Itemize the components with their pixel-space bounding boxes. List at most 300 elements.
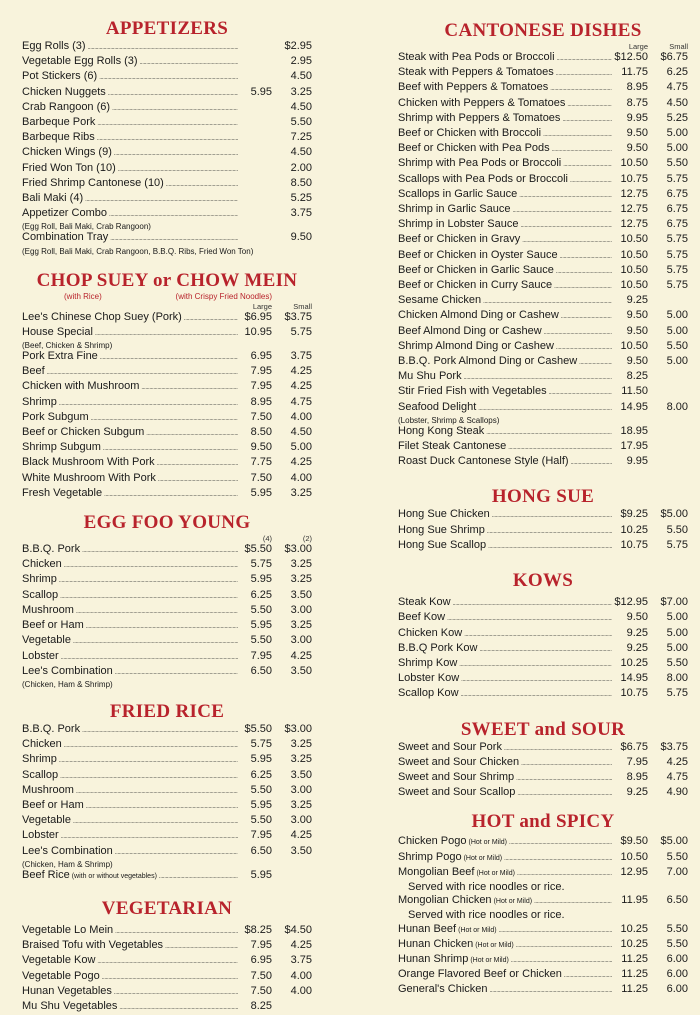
menu-item-name: Beef or Ham: [22, 798, 84, 811]
dot-leader: [571, 455, 612, 470]
col-large: Large: [252, 301, 272, 311]
price-small: 5.75: [666, 248, 688, 261]
price-large: 9.95: [626, 111, 648, 124]
dot-leader: [464, 370, 612, 385]
menu-item-name: Roast Duck Cantonese Style (Half): [398, 455, 569, 468]
price-small: 6.75: [666, 203, 688, 216]
menu-item-name: Shrimp in Garlic Sauce: [398, 203, 511, 216]
dot-leader: [560, 249, 612, 264]
price-large: 8.95: [626, 81, 648, 94]
price-small: 5.00: [290, 441, 312, 454]
price-large: $6.75: [620, 740, 648, 753]
price-small: 8.00: [666, 400, 688, 413]
price-large: 9.50: [626, 309, 648, 322]
price-large: 12.75: [620, 218, 648, 231]
menu-item-name: Hong Sue Scallop: [398, 538, 487, 551]
menu-item: [22, 650, 312, 665]
menu-item: [398, 672, 688, 687]
item-description: (Egg Roll, Bali Maki, Crab Rangoon, B.B.Q. Ribs, Fried Won Ton): [22, 246, 254, 256]
menu-item: [398, 370, 688, 385]
menu-item: [22, 116, 312, 131]
dot-leader: [60, 589, 238, 604]
dot-leader: [119, 1000, 238, 1015]
col-four: (4): [262, 534, 272, 544]
price-small: 6.25: [666, 66, 688, 79]
price-large: 5.75: [250, 738, 272, 751]
menu-item: [22, 970, 312, 985]
menu-item: [22, 589, 312, 604]
price-small: $5.00: [660, 508, 688, 521]
dot-leader: [519, 188, 612, 203]
menu-item: [398, 203, 688, 218]
menu-item-note: (Hot or Mild): [470, 956, 509, 964]
vegetarian-list: [22, 924, 312, 1015]
menu-item-name: House Special: [22, 325, 93, 338]
menu-item: [398, 657, 688, 672]
dot-leader: [82, 723, 238, 738]
price-small: 5.00: [666, 309, 688, 322]
section-title: SWEET and SOUR: [460, 718, 626, 740]
price-large: 12.95: [620, 865, 648, 878]
dot-leader: [115, 845, 238, 860]
menu-item: [22, 665, 312, 680]
menu-item: [22, 426, 312, 441]
menu-item: [398, 233, 688, 248]
price-large: 5.50: [250, 603, 272, 616]
price-small: 5.50: [666, 937, 688, 950]
dot-leader: [166, 177, 238, 192]
price-small: 6.50: [666, 894, 688, 907]
sweet-sour-list: [398, 741, 688, 802]
item-description: (Chicken, Ham & Shrimp): [22, 859, 113, 869]
menu-item: [22, 543, 312, 558]
price-small: 5.00: [666, 641, 688, 654]
price-small: 4.25: [290, 649, 312, 662]
dot-leader: [447, 611, 612, 626]
menu-item-name: Sweet and Sour Shrimp: [398, 770, 515, 783]
price-large: 8.25: [250, 999, 272, 1012]
price-small: 5.50: [666, 157, 688, 170]
menu-item-name: Beef or Chicken in Garlic Sauce: [398, 263, 554, 276]
dot-leader: [487, 524, 612, 539]
menu-item: [22, 131, 312, 146]
menu-item-name: Beef: [22, 365, 45, 378]
menu-item: [22, 845, 312, 860]
dot-leader: [112, 101, 238, 116]
menu-item-name: Shrimp with Pea Pods or Broccoli: [398, 157, 562, 170]
menu-item: [398, 866, 688, 881]
dot-leader: [88, 40, 238, 55]
price-large: 5.95: [250, 573, 272, 586]
menu-item-name: Chicken with Mushroom: [22, 380, 140, 393]
price-small: 4.75: [666, 81, 688, 94]
menu-item: [22, 146, 312, 161]
menu-item: [22, 192, 312, 207]
menu-item: [398, 455, 688, 470]
price-large: 17.95: [620, 440, 648, 453]
price-small: 4.25: [290, 829, 312, 842]
menu-item-name: Chicken: [22, 558, 62, 571]
menu-item: [398, 66, 688, 81]
menu-item: [398, 127, 688, 142]
menu-item-name: Mushroom: [22, 603, 74, 616]
menu-item-name: B.B.Q. Pork: [22, 543, 81, 556]
price-small: 3.75: [290, 954, 312, 967]
egg-foo-young-list: [22, 543, 312, 689]
section-title: FRIED RICE: [109, 700, 225, 722]
dot-leader: [557, 51, 612, 66]
dot-leader: [543, 127, 612, 142]
price-small: 5.75: [666, 172, 688, 185]
menu-item-name: Black Mushroom With Pork: [22, 456, 155, 469]
menu-item-name: Steak with Peppers & Tomatoes: [398, 66, 554, 79]
price-small: 6.75: [666, 218, 688, 231]
price-small: 4.75: [290, 395, 312, 408]
menu-item: [398, 309, 688, 324]
price-small: 6.75: [666, 187, 688, 200]
price-large: 10.25: [620, 922, 648, 935]
dot-leader: [561, 309, 612, 324]
dot-leader: [97, 954, 238, 969]
dot-leader: [453, 596, 612, 611]
menu-item: [398, 188, 688, 203]
menu-item: [22, 738, 312, 753]
price-large: 10.25: [620, 523, 648, 536]
menu-item: [22, 487, 312, 502]
menu-item-name: Shrimp Pogo: [398, 850, 462, 863]
price-small: 4.50: [290, 70, 312, 83]
price-large: 8.75: [626, 96, 648, 109]
dot-leader: [567, 97, 612, 112]
menu-item-name: Lobster: [22, 829, 59, 842]
dot-leader: [516, 938, 612, 953]
menu-item-note: (Hot or Mild): [476, 869, 515, 877]
section-title: VEGETARIAN: [101, 897, 233, 919]
section-title: HOT and SPICY: [471, 811, 615, 833]
dot-leader: [73, 814, 238, 829]
price-small: 5.50: [666, 922, 688, 935]
menu-item: [22, 162, 312, 177]
menu-item: [22, 40, 312, 55]
menu-item: [398, 142, 688, 157]
column-headers: [398, 42, 688, 51]
dot-leader: [490, 983, 612, 998]
dot-leader: [61, 650, 238, 665]
price-small: 4.25: [290, 939, 312, 952]
price-small: 4.00: [290, 410, 312, 423]
dot-leader: [61, 829, 238, 844]
menu-item-name: Scallop: [22, 768, 59, 781]
menu-item: [398, 894, 688, 909]
dot-leader: [509, 835, 612, 850]
dot-leader: [461, 687, 612, 702]
price-large: 8.95: [250, 395, 272, 408]
menu-item: [22, 1000, 312, 1015]
menu-item-name: Hong Sue Shrimp: [398, 523, 485, 536]
menu-item-note: (Hot or Mild): [463, 854, 503, 862]
menu-item-name: Sweet and Sour Scallop: [398, 786, 516, 799]
price-large: 6.95: [250, 954, 272, 967]
section-title: HONG SUE: [491, 486, 595, 508]
menu-item-name: Beef Kow: [398, 611, 446, 624]
menu-item-name: Seafood Delight: [398, 400, 477, 413]
menu-item: [398, 687, 688, 702]
hong-sue-list: [398, 508, 688, 554]
price-small: 5.75: [666, 279, 688, 292]
price-large: 11.25: [621, 983, 648, 996]
price-large: 7.95: [250, 829, 272, 842]
dot-leader: [570, 173, 612, 188]
menu-item-name: Fried Won Ton (10): [22, 161, 116, 174]
menu-item: [398, 440, 688, 455]
menu-item-note: (Hot or Mild): [468, 839, 508, 847]
section-title: APPETIZERS: [105, 18, 229, 39]
menu-item-name: Chicken Pogo: [398, 835, 467, 848]
price-small: 3.00: [290, 814, 312, 827]
menu-item: [22, 924, 312, 939]
menu-item-name: Lee's Chinese Chop Suey (Pork): [22, 310, 182, 323]
dot-leader: [549, 385, 612, 400]
dot-leader: [86, 619, 238, 634]
dot-leader: [504, 851, 612, 866]
left-column: [22, 0, 312, 1015]
menu-item: [398, 835, 688, 850]
menu-item-note: (Hot or Mild): [475, 941, 514, 949]
menu-item: [22, 939, 312, 954]
menu-item-name: Fried Shrimp Cantonese (10): [22, 176, 164, 189]
price-large: $6.95: [244, 310, 272, 323]
price-small: 3.00: [290, 634, 312, 647]
menu-item-name: Scallop: [22, 588, 59, 601]
price-small: 5.75: [666, 538, 688, 551]
price-small: 5.75: [666, 263, 688, 276]
section-title: KOWS: [512, 570, 574, 592]
dot-leader: [103, 441, 238, 456]
price-large: 10.50: [620, 263, 648, 276]
price-large: $8.25: [244, 923, 272, 936]
price-small: 3.25: [290, 753, 312, 766]
dot-leader: [556, 340, 612, 355]
dot-leader: [108, 86, 238, 101]
price-small: 3.25: [290, 558, 312, 571]
price-small: $3.00: [284, 543, 312, 556]
menu-item: [398, 756, 688, 771]
menu-item-name: Vegetable Egg Rolls (3): [22, 55, 138, 68]
dot-leader: [86, 799, 238, 814]
section-subtitle: [22, 292, 312, 302]
price-small: 5.75: [666, 687, 688, 700]
dot-leader: [159, 869, 238, 884]
menu-item-name: Mongolian Chicken: [398, 894, 492, 907]
price-large: 9.50: [626, 355, 648, 368]
price-large: 10.25: [620, 937, 648, 950]
menu-item: [398, 938, 688, 953]
menu-item: [398, 385, 688, 400]
dot-leader: [110, 231, 238, 246]
price-small: 3.75: [290, 207, 312, 220]
price-small: 5.00: [666, 355, 688, 368]
menu-item-name: Vegetable: [22, 634, 71, 647]
price-large: 9.50: [626, 127, 648, 140]
price-small: 3.25: [290, 85, 312, 98]
dot-leader: [556, 264, 612, 279]
menu-item: [398, 425, 688, 440]
dot-leader: [184, 311, 238, 326]
menu-item-name: Beef or Chicken in Oyster Sauce: [398, 248, 558, 261]
price-large: 5.95: [250, 619, 272, 632]
col-small: Small: [669, 42, 688, 51]
menu-item: [398, 923, 688, 938]
price-small: 3.50: [290, 844, 312, 857]
price-large: $12.95: [614, 596, 648, 609]
price-small: $7.00: [660, 596, 688, 609]
menu-item: [22, 86, 312, 101]
price-large: 14.95: [620, 672, 648, 685]
menu-item: [22, 814, 312, 829]
price-small: 3.25: [290, 619, 312, 632]
price-small: 5.50: [666, 523, 688, 536]
menu-item-name: Scallop Kow: [398, 687, 459, 700]
price-large: 6.95: [250, 350, 272, 363]
menu-item: [398, 771, 688, 786]
price-small: 2.00: [290, 161, 312, 174]
price-large: 7.95: [250, 939, 272, 952]
dot-leader: [95, 326, 238, 341]
dot-leader: [165, 939, 238, 954]
dot-leader: [59, 753, 238, 768]
menu-item: [22, 231, 312, 246]
price-large: 5.50: [250, 634, 272, 647]
dot-leader: [556, 66, 612, 81]
menu-item-name: Barbeque Ribs: [22, 131, 95, 144]
price-small: 4.00: [290, 969, 312, 982]
price-small: 8.00: [666, 672, 688, 685]
price-small: 5.00: [666, 626, 688, 639]
menu-item: [398, 340, 688, 355]
menu-item-name: Pork Subgum: [22, 410, 89, 423]
column-headers: [22, 302, 312, 311]
price-small: $2.95: [284, 40, 312, 52]
menu-item-name: Lobster Kow: [398, 672, 460, 685]
menu-item-name: Shrimp with Peppers & Tomatoes: [398, 111, 561, 124]
menu-item-note: (Hot or Mild): [493, 898, 533, 906]
menu-item: [398, 524, 688, 539]
dot-leader: [97, 116, 238, 131]
price-large: 8.95: [626, 770, 648, 783]
price-small: 3.00: [290, 603, 312, 616]
price-small: $3.75: [284, 310, 312, 323]
menu-item: [398, 786, 688, 801]
menu-item-name: Sesame Chicken: [398, 294, 482, 307]
menu-item: [398, 264, 688, 279]
menu-item: [22, 753, 312, 768]
menu-item: [22, 311, 312, 326]
col-two: (2): [302, 534, 312, 544]
dot-leader: [59, 573, 238, 588]
dot-leader: [492, 508, 612, 523]
price-large: 6.50: [250, 844, 272, 857]
menu-item-name: Combination Tray: [22, 231, 109, 244]
dot-leader: [91, 411, 238, 426]
price-small: $4.50: [284, 923, 312, 936]
menu-item: [22, 799, 312, 814]
price-small: 5.00: [666, 127, 688, 140]
price-small: 3.75: [290, 350, 312, 363]
price-small: 4.00: [290, 471, 312, 484]
menu-item: [22, 829, 312, 844]
price-large: $12.50: [614, 51, 648, 63]
price-large: 7.95: [626, 755, 648, 768]
menu-item: [398, 983, 688, 998]
section-title: CHOP SUEY or CHOW MEIN: [36, 269, 298, 291]
menu-item-name: Steak Kow: [398, 596, 451, 609]
price-small: 5.00: [666, 611, 688, 624]
price-small: 5.00: [666, 324, 688, 337]
menu-item-name: B.B.Q. Pork: [22, 722, 81, 735]
menu-item-name: Shrimp: [22, 753, 57, 766]
hot-spicy-list: [398, 835, 688, 998]
price-large: 10.50: [620, 233, 648, 246]
price-large: 5.95: [250, 85, 272, 98]
menu-item-name: Chicken Nuggets: [22, 85, 106, 98]
price-large: 10.75: [620, 538, 648, 551]
price-large: 7.95: [250, 365, 272, 378]
menu-item: [22, 634, 312, 649]
dot-leader: [499, 923, 612, 938]
menu-item-name: Hunan Vegetables: [22, 984, 112, 997]
price-small: $3.75: [660, 740, 688, 753]
dot-leader: [552, 142, 612, 157]
menu-item-name: Bali Maki (4): [22, 192, 84, 205]
dot-leader: [73, 634, 238, 649]
price-small: 5.50: [290, 116, 312, 129]
menu-item: [22, 380, 312, 395]
menu-item-name: B.B.Q Pork Kow: [398, 641, 478, 654]
price-large: 10.95: [244, 325, 272, 338]
price-small: 5.50: [666, 656, 688, 669]
price-small: 4.50: [290, 426, 312, 439]
menu-item-name: Hunan Beef: [398, 922, 457, 935]
menu-item-name: Pot Stickers (6): [22, 70, 98, 83]
dot-leader: [82, 543, 238, 558]
col-large: Large: [628, 42, 648, 51]
price-small: 4.25: [290, 380, 312, 393]
dot-leader: [478, 401, 612, 416]
menu-item: [22, 869, 312, 884]
price-large: 9.25: [626, 294, 648, 307]
price-large: 9.50: [250, 441, 272, 454]
menu-item: [22, 985, 312, 1000]
price-small: 5.50: [666, 850, 688, 863]
menu-item: [22, 101, 312, 116]
dot-leader: [104, 487, 238, 502]
chop-suey-list: [22, 311, 312, 502]
dot-leader: [64, 558, 238, 573]
column-headers: [22, 534, 312, 543]
menu-item-name: Beef or Chicken Subgum: [22, 426, 145, 439]
menu-item-name: Mushroom: [22, 783, 74, 796]
item-description: (Chicken, Ham & Shrimp): [22, 679, 113, 689]
menu-item: [398, 51, 688, 66]
menu-item: [22, 769, 312, 784]
dot-leader: [102, 970, 238, 985]
dot-leader: [562, 112, 612, 127]
dot-leader: [109, 207, 238, 222]
price-small: 4.75: [666, 770, 688, 783]
menu-item-name: Vegetable Pogo: [22, 969, 100, 982]
price-small: $5.00: [660, 835, 688, 848]
price-large: 5.95: [250, 868, 272, 881]
